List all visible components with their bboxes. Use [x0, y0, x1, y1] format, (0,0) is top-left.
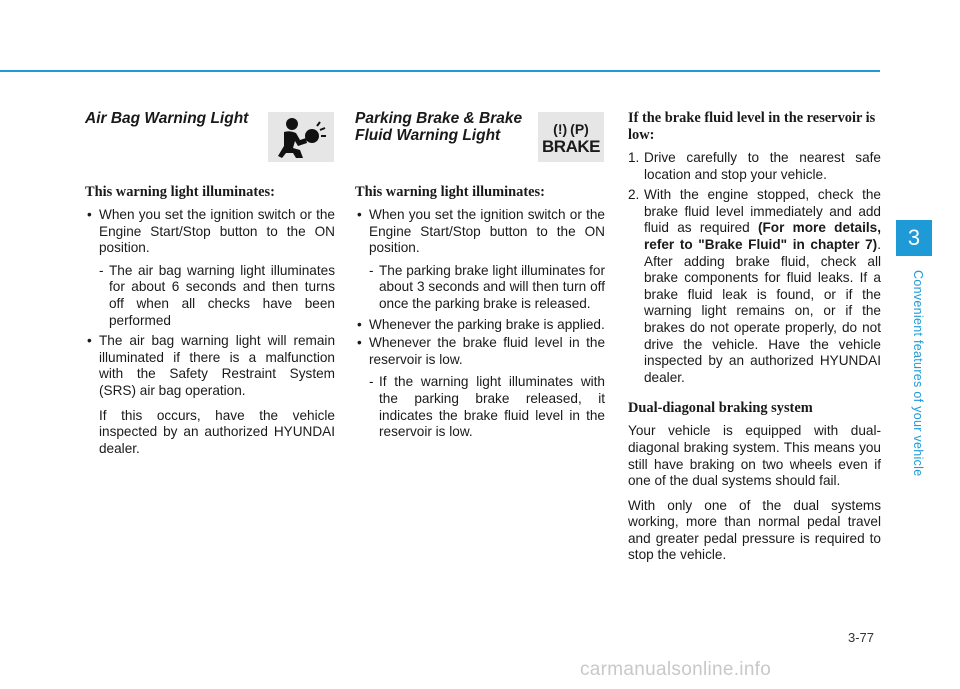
fluid-low-heading: If the brake fluid level in the reservoir is low: [628, 110, 876, 143]
fluid-step-1-number: 1. [628, 150, 640, 165]
chapter-title: Convenient features of your vehicle [911, 270, 925, 477]
watermark[interactable]: carmanualsonline.info [580, 659, 772, 680]
brake-dash-1: - The parking brake light illuminates for about 3 seconds and will then turn off once the parking brake is released. [355, 263, 605, 313]
fluid-step-1-text: Drive carefully to the nearest safe location and stop your vehicle. [644, 150, 881, 182]
fluid-step-1 [628, 150, 881, 183]
airbag-heading: Air Bag Warning Light [85, 110, 249, 127]
column-airbag [85, 110, 335, 461]
brake-warning-icon [538, 112, 604, 162]
brake-bullet-2: • Whenever the parking brake is applied. [355, 317, 605, 334]
airbag-bullet-2: • The air bag warning light will remain illuminated if there is a malfunction with the Safety Restraint System (SRS) air bag operation. [85, 333, 335, 399]
fluid-step-2-text-b: . After adding brake fluid, check all brake components for fluid leaks. If a brake fluid leak is found, or if the warning light remains on, or if the brakes do not operate properly, do not drive the vehicle. Have the vehicle inspected by an authorized HYUNDAI dealer. [644, 236, 881, 385]
fluid-step-2-reference: (For more details, refer to "Brake Fluid" in chapter 7) [644, 220, 882, 252]
fluid-step-2-number: 2. [628, 187, 640, 203]
brake-dash-2: - If the warning light illuminates with the parking brake released, it indicates the brake fluid level in the reservoir is low. [355, 374, 605, 440]
chapter-tab: 3 [896, 220, 932, 256]
fluid-step-2 [628, 187, 881, 386]
dual-diagonal-para-2: With only one of the dual systems working, more than normal pedal travel and greater pedal pressure is required to stop the vehicle. [628, 497, 881, 563]
dual-diagonal-para-1: Your vehicle is equipped with dual-diagonal braking system. This means you still have braking on two wheels even if one of the dual systems should fail. [628, 423, 881, 489]
brake-bullet-1: • When you set the ignition switch or the Engine Start/Stop button to the ON position. [355, 207, 605, 257]
airbag-warning-icon [268, 112, 334, 162]
brake-word: BRAKE [542, 136, 600, 156]
exclamation-circle-icon: (!) [553, 120, 568, 137]
dual-diagonal-heading: Dual-diagonal braking system [628, 400, 813, 417]
page-number: 3-77 [848, 630, 875, 645]
fluid-step-2-text-a: With the engine stopped, check the brake fluid level immediately and add fluid as required [644, 187, 881, 236]
top-rule [0, 70, 880, 72]
column-fluid [628, 110, 881, 572]
brake-bullet-3: • Whenever the brake fluid level in the reservoir is low. [355, 335, 605, 368]
brake-subheading: This warning light illuminates: [355, 184, 545, 200]
airbag-bullet-1: • When you set the ignition switch or the Engine Start/Stop button to the ON position. [85, 207, 335, 257]
parking-circle-icon: (P) [570, 120, 589, 137]
airbag-dash-1: - The air bag warning light illuminates for about 6 seconds and then turns off when all checks have been performed [85, 263, 335, 329]
brake-heading: Parking Brake & Brake Fluid Warning Light [355, 110, 523, 144]
airbag-note: If this occurs, have the vehicle inspected by an authorized HYUNDAI dealer. [99, 407, 335, 456]
airbag-subheading: This warning light illuminates: [85, 184, 275, 200]
